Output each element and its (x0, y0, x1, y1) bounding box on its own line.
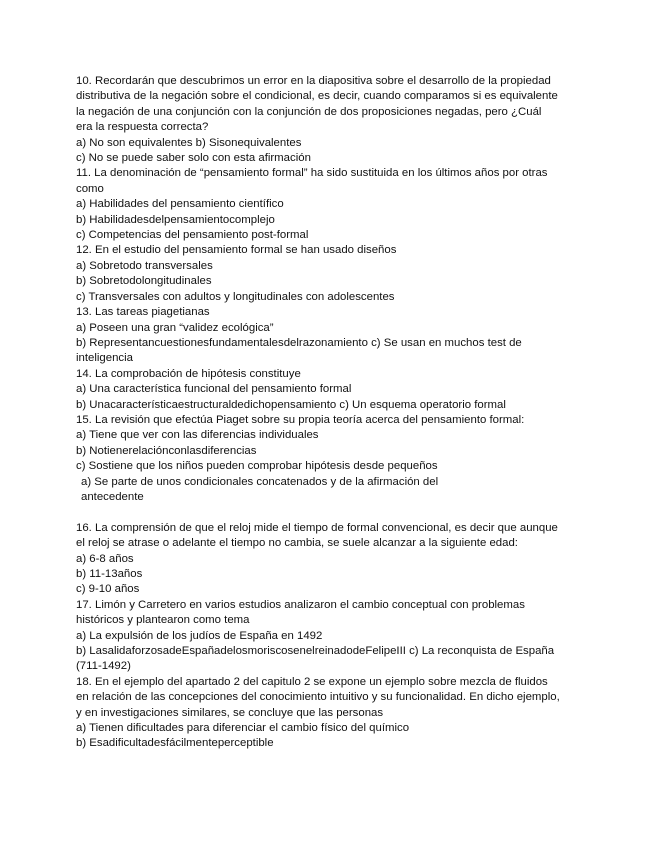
text-line: a) Poseen una gran “validez ecológica” (76, 321, 274, 334)
text-line: a) Sobretodo transversales (76, 259, 213, 272)
text-line: a) Habilidades del pensamiento científico (76, 198, 284, 211)
text-line: a) Tiene que ver con las diferencias individuales (76, 429, 319, 442)
document-text (76, 74, 588, 752)
text-line: (711-1492) (76, 660, 131, 673)
text-line: b) Unacaracterísticaestructuraldedichopensamiento c) Un esquema operatorio formal (76, 398, 506, 411)
text-line: el reloj se atrase o adelante el tiempo no cambia, se suele alcanzar a la siguiente edad: (76, 537, 518, 550)
text-line: 16. La comprensión de que el reloj mide el tiempo de formal convencional, es decir que aunque (76, 521, 558, 534)
text-line: como (76, 182, 104, 195)
text-line: a) No son equivalentes b) Sisonequivalentes (76, 136, 302, 149)
text-line: b) Habilidadesdelpensamientocomplejo (76, 213, 275, 226)
text-line: b) Notienerelaciónconlasdiferencias (76, 444, 257, 457)
text-line: 15. La revisión que efectúa Piaget sobre su propia teoría acerca del pensamiento formal: (76, 413, 525, 426)
text-line: b) 11-13años (76, 567, 143, 580)
text-line: c) Sostiene que los niños pueden comprobar hipótesis desde pequeños (76, 460, 438, 473)
text-line: 18. En el ejemplo del apartado 2 del capitulo 2 se expone un ejemplo sobre mezcla de fluidos (76, 675, 548, 688)
text-line: a) Se parte de unos condicionales concatenados y de la afirmación del (81, 475, 439, 488)
text-line: a) 6-8 años (76, 552, 134, 565)
blank-line (76, 505, 588, 520)
text-line: 12. En el estudio del pensamiento formal se han usado diseños (76, 244, 397, 257)
text-line: la negación de una conjunción con la conjunción de dos proposiciones negadas, pero ¿Cuál (76, 105, 542, 118)
text-line: c) 9-10 años (76, 583, 140, 596)
text-line: inteligencia (76, 352, 133, 365)
text-line: b) Representancuestionesfundamentalesdelrazonamiento c) Se usan en muchos test de (76, 336, 522, 349)
text-line: 11. La denominación de “pensamiento formal” ha sido sustituida en los últimos años por otras (76, 167, 548, 180)
text-line: 10. Recordarán que descubrimos un error en la diapositiva sobre el desarrollo de la propiedad (76, 75, 551, 87)
text-line: históricos y plantearon como tema (76, 614, 250, 627)
text-line: b) Esadificultadesfácilmenteperceptible (76, 737, 274, 750)
text-line: en relación de las concepciones del conocimiento intuitivo y su funcionalidad. En dicho ejemplo, (76, 691, 560, 704)
text-line: a) Tienen dificultades para diferenciar el cambio físico del químico (76, 722, 410, 735)
text-line: c) Competencias del pensamiento post-formal (76, 229, 309, 242)
text-line: b) LasalidaforzosadeEspañadelosmoriscosenelreinadodeFelipeIII c) La reconquista de España (76, 645, 555, 658)
text-line: era la respuesta correcta? (76, 121, 209, 134)
text-line: c) No se puede saber solo con esta afirmación (76, 152, 311, 165)
text-line: 13. Las tareas piagetianas (76, 306, 210, 319)
text-line: 14. La comprobación de hipótesis constituye (76, 367, 301, 380)
text-line: a) Una característica funcional del pensamiento formal (76, 383, 352, 396)
text-line: c) Transversales con adultos y longitudinales con adolescentes (76, 290, 395, 303)
text-line: b) Sobretodolongitudinales (76, 275, 212, 288)
text-line: a) La expulsión de los judíos de España en 1492 (76, 629, 323, 642)
text-line: y en investigaciones similares, se concluye que las personas (76, 706, 384, 719)
text-line: 17. Limón y Carretero en varios estudios analizaron el cambio conceptual con problemas (76, 598, 525, 611)
text-line: distributiva de la negación sobre el condicional, es decir, cuando comparamos si es equivalente (76, 90, 558, 103)
text-line: antecedente (81, 490, 144, 503)
